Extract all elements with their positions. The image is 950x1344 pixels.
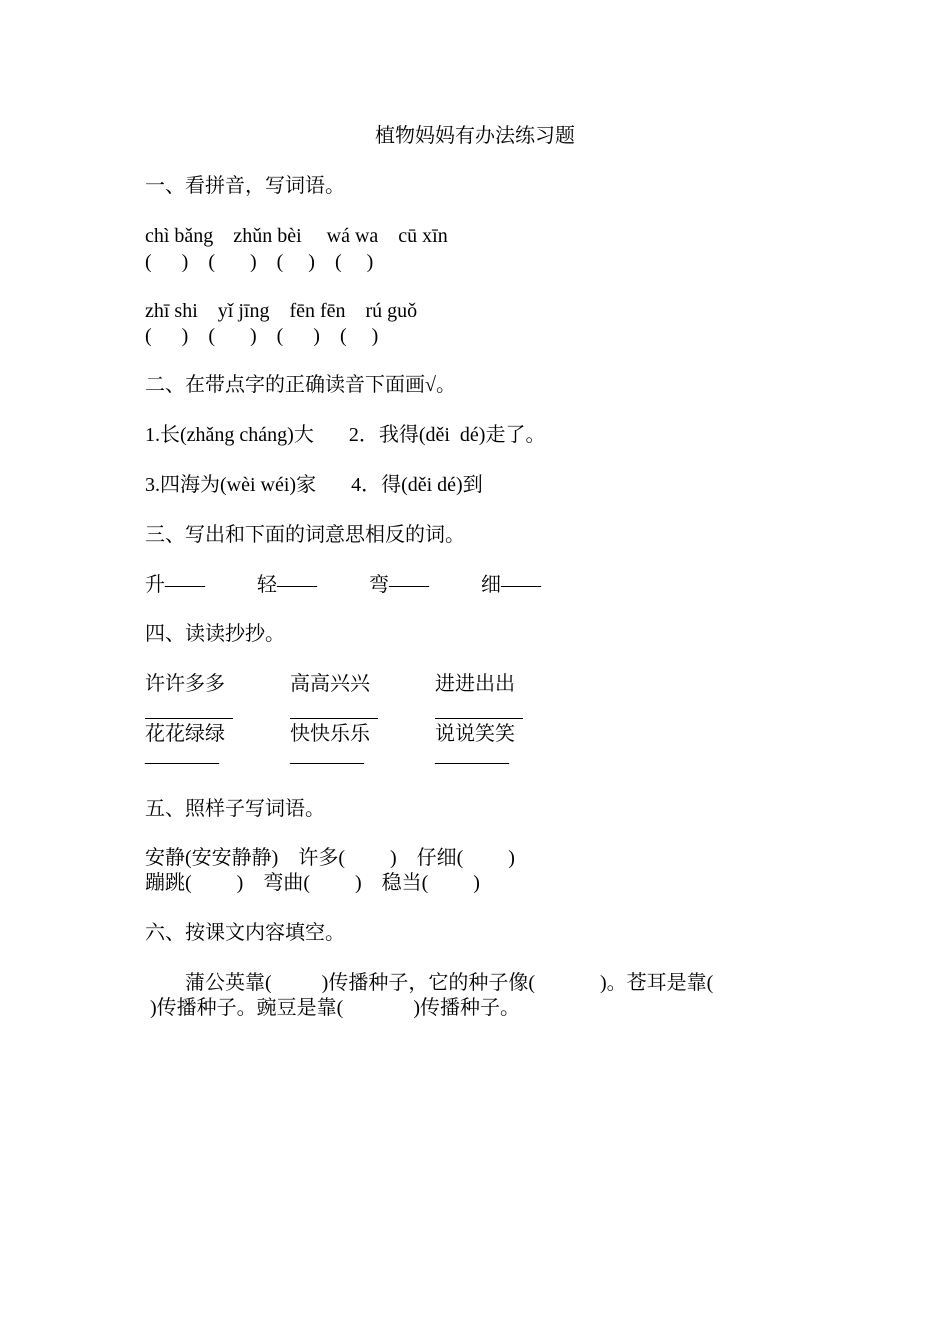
pinyin-row-1: chì bǎng zhǔn bèi wá wa cū xīn [145, 225, 448, 247]
antonym-item: 升—— [145, 574, 205, 596]
copy-word: 说说笑笑 [435, 723, 515, 745]
antonym-item: 轻—— [257, 574, 317, 596]
copy-word: 花花绿绿 [145, 723, 225, 745]
copy-dash: ———— [290, 751, 362, 773]
page-title: 植物妈妈有办法练习题 [375, 125, 575, 147]
antonym-item: 弯—— [369, 574, 429, 596]
antonym-item: 细—— [481, 574, 541, 596]
brackets-row-2: ( ) ( ) ( ) ( ) [145, 325, 379, 347]
section2-heading: 二、在带点字的正确读音下面画√。 [145, 374, 456, 396]
reading-question-row-1: 1.长(zhǎng cháng)大 2．我得(děi dé)走了。 [145, 424, 546, 446]
section4-heading: 四、读读抄抄。 [145, 623, 285, 645]
fill-blank-line-1: 蒲公英靠( )传播种子，它的种子像( )。苍耳是靠( [145, 972, 714, 994]
copy-words-row-2 [145, 722, 580, 746]
section3-heading: 三、写出和下面的词意思相反的词。 [145, 524, 465, 546]
copy-dash-row [145, 750, 580, 774]
copy-word: 许许多多 [145, 673, 225, 695]
copy-word: 高高兴兴 [290, 673, 370, 695]
copy-words-row-1 [145, 672, 580, 696]
pinyin-row-2: zhī shi yǐ jīng fēn fēn rú guǒ [145, 300, 418, 322]
pattern-words-row-1: 安静(安安静静) 许多( ) 仔细( ) [145, 847, 515, 869]
antonym-row [145, 573, 593, 597]
copy-dash: ———— [145, 751, 217, 773]
copy-dash: ———— [435, 751, 507, 773]
reading-question-row-2: 3.四海为(wèi wéi)家 4．得(děi dé)到 [145, 474, 483, 496]
section6-heading: 六、按课文内容填空。 [145, 922, 345, 944]
section5-heading: 五、照样子写词语。 [145, 798, 325, 820]
copy-word: 进进出出 [435, 673, 515, 695]
copy-blank-line [435, 718, 523, 719]
section1-heading: 一、看拼音，写词语。 [145, 175, 345, 197]
copy-word: 快快乐乐 [290, 723, 370, 745]
copy-blank-line [290, 718, 378, 719]
brackets-row-1: ( ) ( ) ( ) ( ) [145, 251, 374, 273]
pattern-words-row-2: 蹦跳( ) 弯曲( ) 稳当( ) [145, 872, 480, 894]
copy-blank-line [145, 718, 233, 719]
fill-blank-line-2: )传播种子。豌豆是靠( )传播种子。 [145, 997, 520, 1019]
